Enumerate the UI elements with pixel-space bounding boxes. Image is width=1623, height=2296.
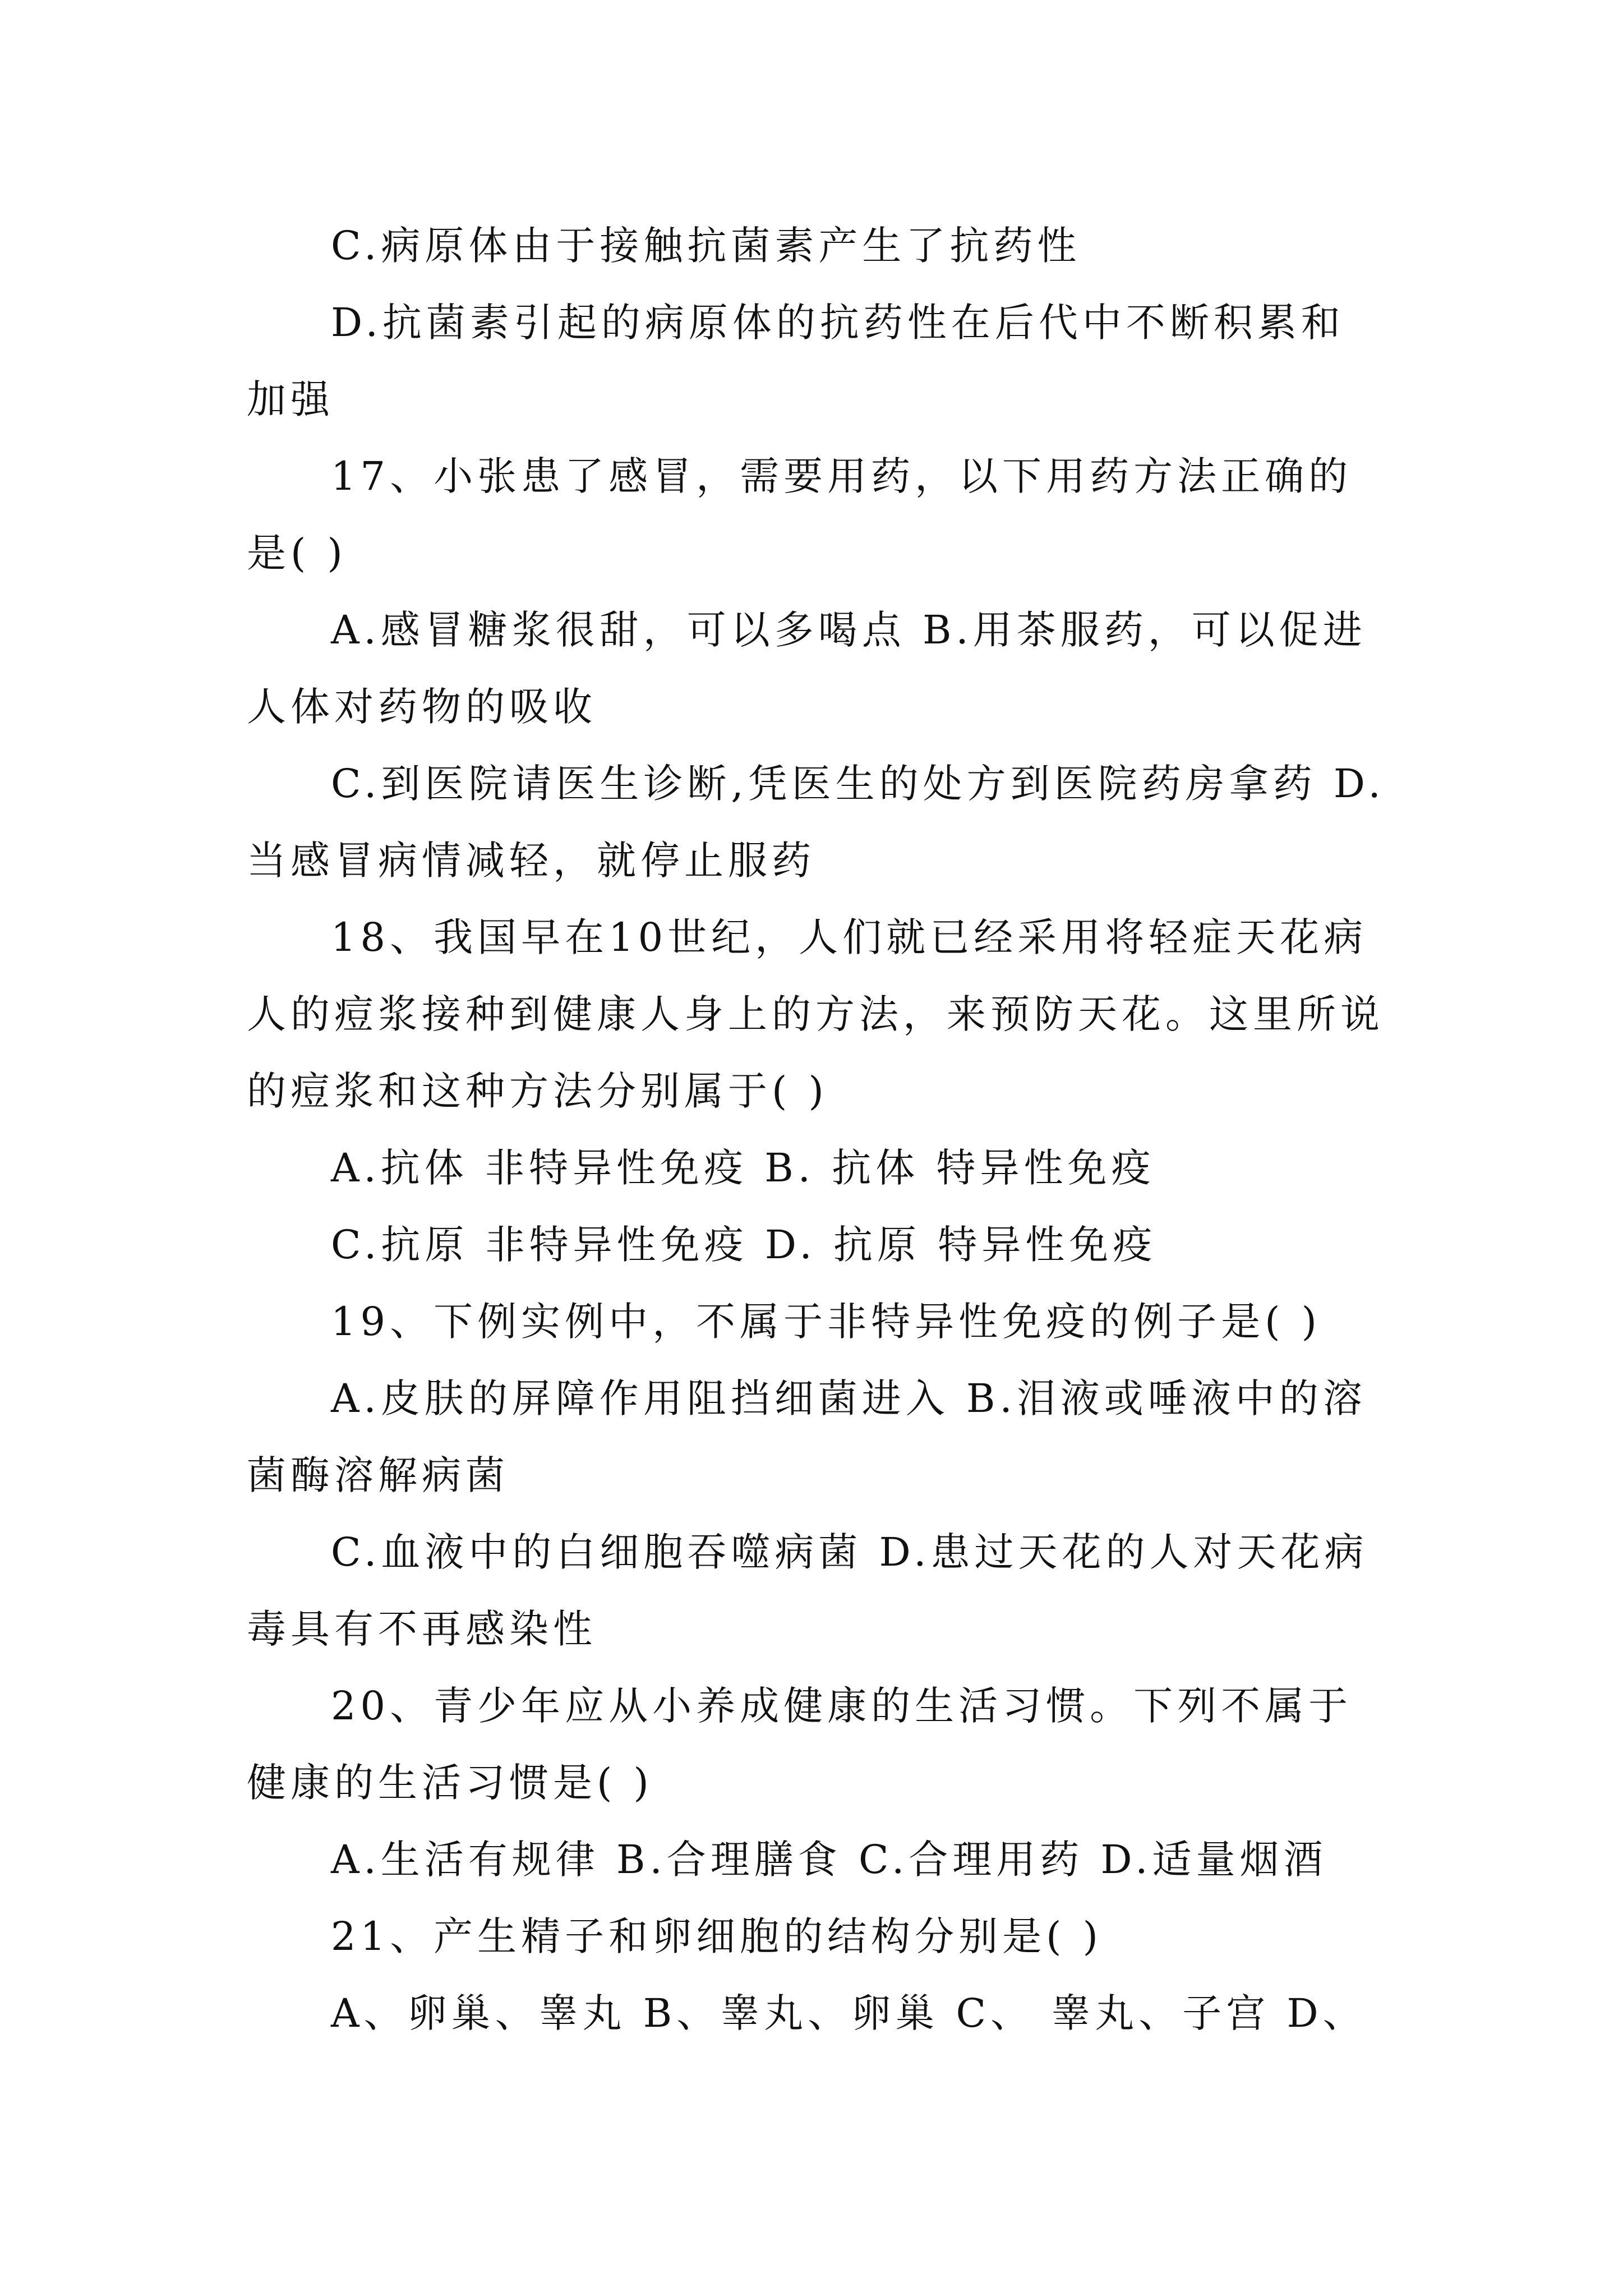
question-21: 21、产生精子和卵细胞的结构分别是( ) (331, 1913, 1103, 1959)
options-a-b-q18: A.抗体 非特异性免疫 B. 抗体 特异性免疫 (331, 1145, 1155, 1191)
question-18: 18、我国早在10世纪，人们就已经采用将轻症天花病人的痘浆接种到健康人身上的方法，来预防天花。这里所说的痘浆和这种方法分别属于( ) (247, 914, 1384, 1114)
options-a-b-q17: A.感冒糖浆很甜，可以多喝点 B.用茶服药，可以促进人体对药物的吸收 (247, 607, 1367, 730)
question-19: 19、下例实例中，不属于非特异性免疫的例子是( ) (331, 1299, 1321, 1345)
paragraph-option-c-q16: C.病原体由于接触抗菌素产生了抗药性 (331, 223, 1081, 269)
options-c-d-q17: C.到医院请医生诊断,凭医生的处方到医院药房拿药 D.当感冒病情减轻，就停止服药 (247, 761, 1385, 884)
options-a-b-q19: A.皮肤的屏障作用阻挡细菌进入 B.泪液或唾液中的溶菌酶溶解病菌 (247, 1375, 1367, 1498)
options-c-d-q19: C.血液中的白细胞吞噬病菌 D.患过天花的人对天花病毒具有不再感染性 (247, 1529, 1368, 1652)
question-17: 17、小张患了感冒，需要用药，以下用药方法正确的是( ) (247, 453, 1353, 576)
paragraph-option-d-q16: D.抗菌素引起的病原体的抗药性在后代中不断积累和加强 (247, 300, 1345, 422)
options-q21: A、卵巢、睾丸 B、睾丸、卵巢 C、 睾丸、子宫 D、 (331, 1990, 1367, 2036)
question-20: 20、青少年应从小养成健康的生活习惯。下列不属于健康的生活习惯是( ) (247, 1683, 1353, 1806)
options-c-d-q18: C.抗原 非特异性免疫 D. 抗原 特异性免疫 (331, 1222, 1157, 1268)
options-q20: A.生活有规律 B.合理膳食 C.合理用药 D.适量烟酒 (331, 1837, 1327, 1883)
document-body (247, 208, 1388, 2052)
